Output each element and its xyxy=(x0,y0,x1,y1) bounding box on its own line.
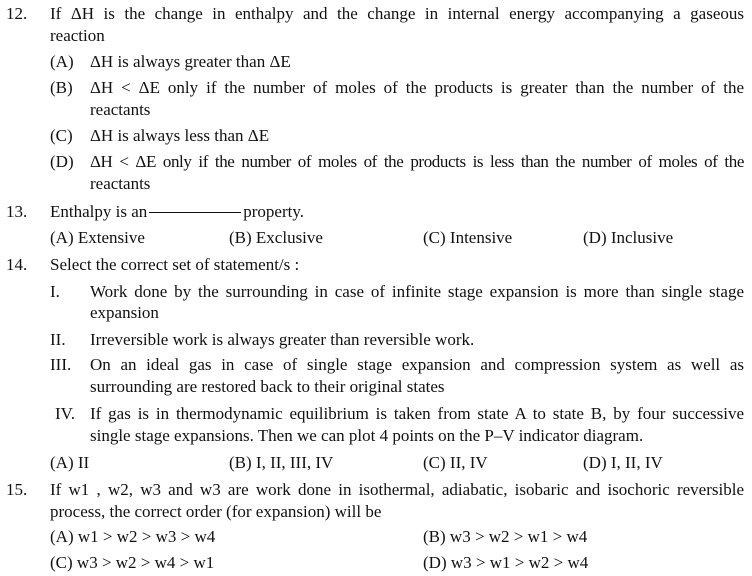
statement-iv-label: IV. xyxy=(55,404,75,423)
question-13-stem-before: Enthalpy is an xyxy=(50,202,148,221)
question-12-option-a-text: ΔH is always greater than ΔE xyxy=(90,52,291,71)
statement-i-text: Work done by the surrounding in case of infinite stage expansion is more than single stage xyxy=(90,282,744,301)
question-15-number: 15. xyxy=(6,480,28,499)
question-12-option-a-label: (A) xyxy=(50,52,74,71)
question-13-option-c: (C) Intensive xyxy=(423,228,513,247)
question-12-number: 12. xyxy=(6,4,28,23)
question-14-option-c: (C) II, IV xyxy=(423,453,488,472)
question-15-stem-line1: If w1 , w2, w3 and w3 are work done in isothermal, adiabatic, isobaric and isochoric reversible xyxy=(50,480,744,499)
statement-i-text-line2: expansion xyxy=(90,303,159,322)
question-13-option-d: (D) Inclusive xyxy=(583,228,674,247)
question-12-option-d-label: (D) xyxy=(50,152,74,171)
question-14-number: 14. xyxy=(6,255,28,274)
question-15-stem-line2: process, the correct order (for expansion) will be xyxy=(50,502,382,521)
question-12-option-c-label: (C) xyxy=(50,126,73,145)
question-15-option-a: (A) w1 > w2 > w3 > w4 xyxy=(50,527,216,546)
question-12-option-d-text-line2: reactants xyxy=(90,174,151,193)
question-14-option-a: (A) II xyxy=(50,453,90,472)
question-12-option-d-text: ΔH < ΔE only if the number of moles of the products is less than the number of moles of the xyxy=(90,152,744,171)
question-13-stem-after: property. xyxy=(243,202,305,221)
statement-ii-label: II. xyxy=(50,330,66,349)
question-12-stem-line1: If ΔH is the change in enthalpy and the change in internal energy accompanying a gaseous xyxy=(50,4,744,23)
question-14-stem: Select the correct set of statement/s : xyxy=(50,255,300,274)
question-13-number: 13. xyxy=(6,202,28,221)
question-15-option-b: (B) w3 > w2 > w1 > w4 xyxy=(423,527,588,546)
statement-iii-text-line2: surrounding are restored back to their original states xyxy=(90,377,445,396)
question-13-stem xyxy=(50,202,304,222)
question-12-stem-line2: reaction xyxy=(50,26,105,45)
question-12-option-b-text: ΔH < ΔE only if the number of moles of the products is greater than the number of the xyxy=(90,78,744,97)
fill-in-blank-line xyxy=(149,212,241,213)
question-13-option-a: (A) Extensive xyxy=(50,228,145,247)
statement-iii-label: III. xyxy=(50,355,72,374)
statement-iii-text: On an ideal gas in case of single stage expansion and compression system as well as xyxy=(90,355,744,374)
statement-ii-text: Irreversible work is always greater than reversible work. xyxy=(90,330,475,349)
question-13-option-b: (B) Exclusive xyxy=(229,228,323,247)
question-14-option-d: (D) I, II, IV xyxy=(583,453,663,472)
statement-i-label: I. xyxy=(50,282,60,301)
question-15-option-c: (C) w3 > w2 > w4 > w1 xyxy=(50,553,215,572)
question-14-option-b: (B) I, II, III, IV xyxy=(229,453,334,472)
statement-iv-text: If gas is in thermodynamic equilibrium is taken from state A to state B, by four successive xyxy=(90,404,744,423)
question-15-option-d: (D) w3 > w1 > w2 > w4 xyxy=(423,553,589,572)
statement-iv-text-line2: single stage expansions. Then we can plot 4 points on the P–V indicator diagram. xyxy=(90,426,644,445)
question-12-option-b-label: (B) xyxy=(50,78,73,97)
question-12-option-c-text: ΔH is always less than ΔE xyxy=(90,126,270,145)
question-12-option-b-text-line2: reactants xyxy=(90,100,151,119)
